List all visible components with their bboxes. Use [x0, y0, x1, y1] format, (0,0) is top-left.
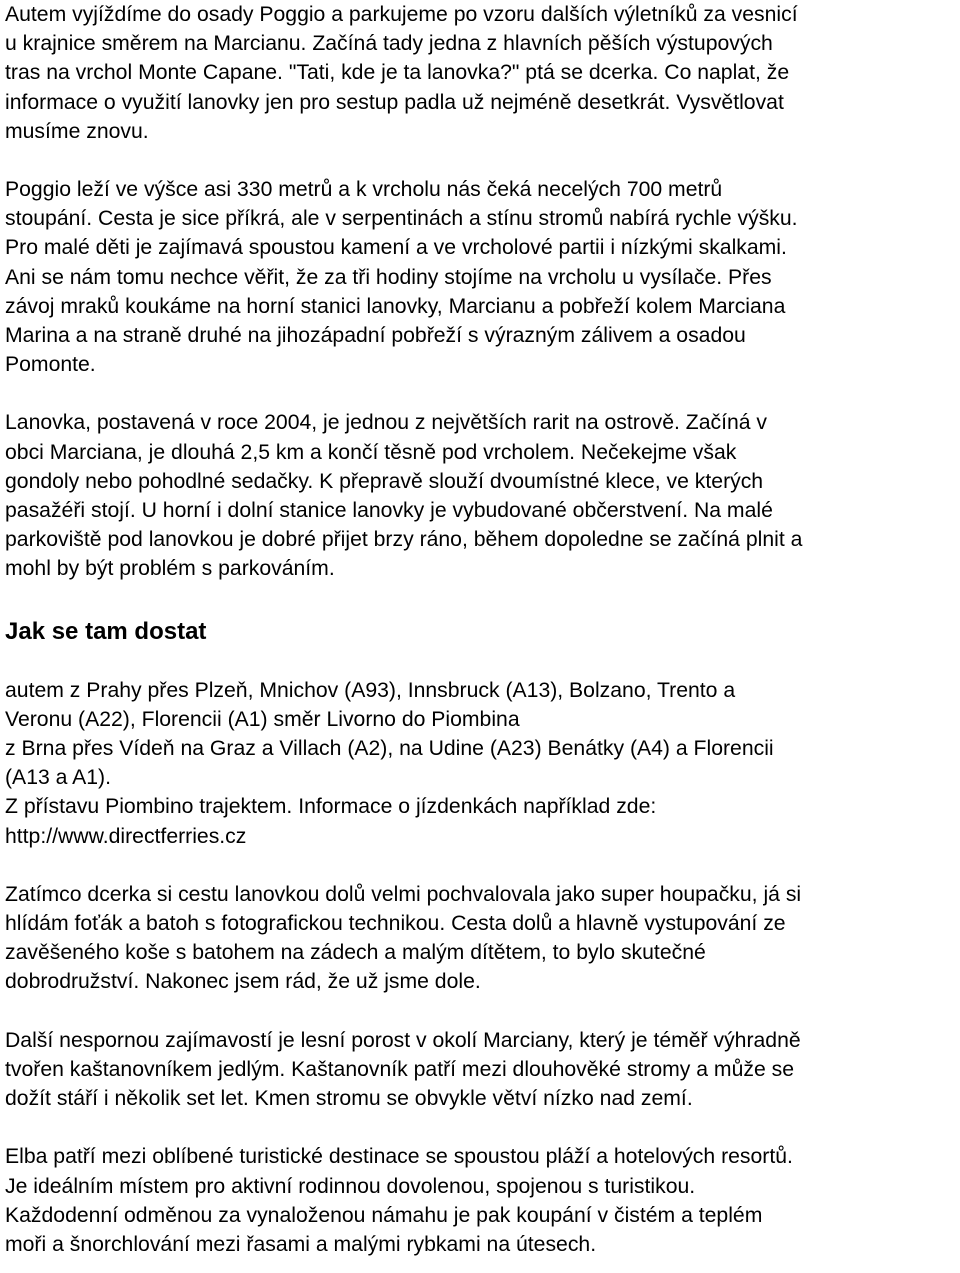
text-line: Autem vyjíždíme do osady Poggio a parkujeme po vzoru dalších výletníků za vesnicí: [5, 3, 798, 26]
paragraph-poggio-arrival: [5, 0, 957, 146]
text-line: Poggio leží ve výšce asi 330 metrů a k vrcholu nás čeká necelých 700 metrů: [5, 178, 723, 202]
text-line: zavěšeného koše s batohem na zádech a malým dítětem, to bylo skutečné: [5, 941, 706, 965]
text-line: dobrodružství. Nakonec jsem rád, že už jsme dole.: [5, 970, 481, 994]
ferry-url-text: http://www.directferries.cz: [5, 824, 247, 848]
text-line: autem z Prahy přes Plzeň, Mnichov (A93), Innsbruck (A13), Bolzano, Trento a: [5, 678, 736, 702]
section-heading: Jak se tam dostat: [5, 617, 207, 645]
text-line: Z přístavu Piombino trajektem. Informace o jízdenkách například zde:: [5, 795, 657, 819]
text-line: Zatímco dcerka si cestu lanovkou dolů velmi pochvalovala jako super houpačku, já si: [5, 882, 802, 906]
text-line: mohl by být problém s parkováním.: [5, 557, 335, 581]
paragraph-elba-summary: [5, 1142, 957, 1259]
text-line: informace o využití lanovky jen pro sestup padla už nejméně desetkrát. Vysvětlovat: [5, 90, 784, 114]
text-line: parkoviště pod lanovkou je dobré přijet brzy ráno, během dopoledne se začíná plnit a: [5, 528, 803, 552]
text-line: Veronu (A22), Florencii (A1) směr Livorno do Piombina: [5, 707, 520, 731]
text-line: Ani se nám tomu nechce věřit, že za tři hodiny stojíme na vrcholu u vysílače. Přes: [5, 265, 772, 289]
paragraph-descent: [5, 880, 957, 997]
text-line: stoupání. Cesta je sice příkrá, ale v serpentinách a stínu stromů nabírá rychle výšku.: [5, 207, 798, 231]
text-line: Každodenní odměnou za vynaloženou námahu je pak koupání v čistém a teplém: [5, 1203, 763, 1227]
text-line: (A13 a A1).: [5, 766, 111, 790]
paragraph-cable-car: [5, 408, 957, 583]
text-line: gondoly nebo pohodlné sedačky. K přepravě slouží dvoumístné klece, ve kterých: [5, 469, 764, 493]
document-page: [5, 0, 957, 1259]
text-line: Pro malé děti je zajímavá spoustou kamení a ve vrcholové partii i nízkými skalkami.: [5, 236, 787, 260]
text-line: Marina a na straně druhé na jihozápadní pobřeží s výrazným zálivem a osadou: [5, 324, 746, 348]
text-line: obci Marciana, je dlouhá 2,5 km a končí těsně pod vrcholem. Nečekejme však: [5, 440, 737, 464]
text-line: Elba patří mezi oblíbené turistické destinace se spoustou pláží a hotelových resortů.: [5, 1145, 793, 1169]
text-line: Je ideálním místem pro aktivní rodinnou dovolenou, spojenou s turistikou.: [5, 1174, 696, 1198]
text-line: musíme znovu.: [5, 119, 149, 143]
text-line: závoj mraků koukáme na horní stanici lanovky, Marcianu a pobřeží kolem Marciana: [5, 294, 786, 318]
text-line: u krajnice směrem na Marcianu. Začíná tady jedna z hlavních pěších výstupových: [5, 32, 773, 56]
paragraph-chestnut-forest: [5, 1026, 957, 1114]
text-line: dožít stáří i několik set let. Kmen stromu se obvykle větví nízko nad zemí.: [5, 1087, 693, 1111]
text-line: hlídám foťák a batoh s fotografickou technikou. Cesta dolů a hlavně vystupování ze: [5, 912, 786, 936]
text-line: moři a šnorchlování mezi řasami a malými rybkami na útesech.: [5, 1232, 597, 1256]
text-line: Pomonte.: [5, 353, 96, 377]
text-line: Další nespornou zajímavostí je lesní porost v okolí Marciany, který je téměř výhradně: [5, 1028, 801, 1052]
text-line: tvořen kaštanovníkem jedlým. Kaštanovník patří mezi dlouhověké stromy a může se: [5, 1057, 795, 1081]
paragraph-ascent: [5, 175, 957, 379]
paragraph-directions: [5, 676, 957, 851]
text-line: Lanovka, postavená v roce 2004, je jednou z největších rarit na ostrově. Začíná v: [5, 411, 768, 435]
text-line: tras na vrchol Monte Capane. "Tati, kde je ta lanovka?" ptá se dcerka. Co naplat, že: [5, 61, 790, 85]
text-line: pasažéři stojí. U horní i dolní stanice lanovky je vybudované občerstvení. Na malé: [5, 499, 773, 523]
text-line: z Brna přes Vídeň na Graz a Villach (A2), na Udine (A23) Benátky (A4) a Florencii: [5, 737, 774, 761]
